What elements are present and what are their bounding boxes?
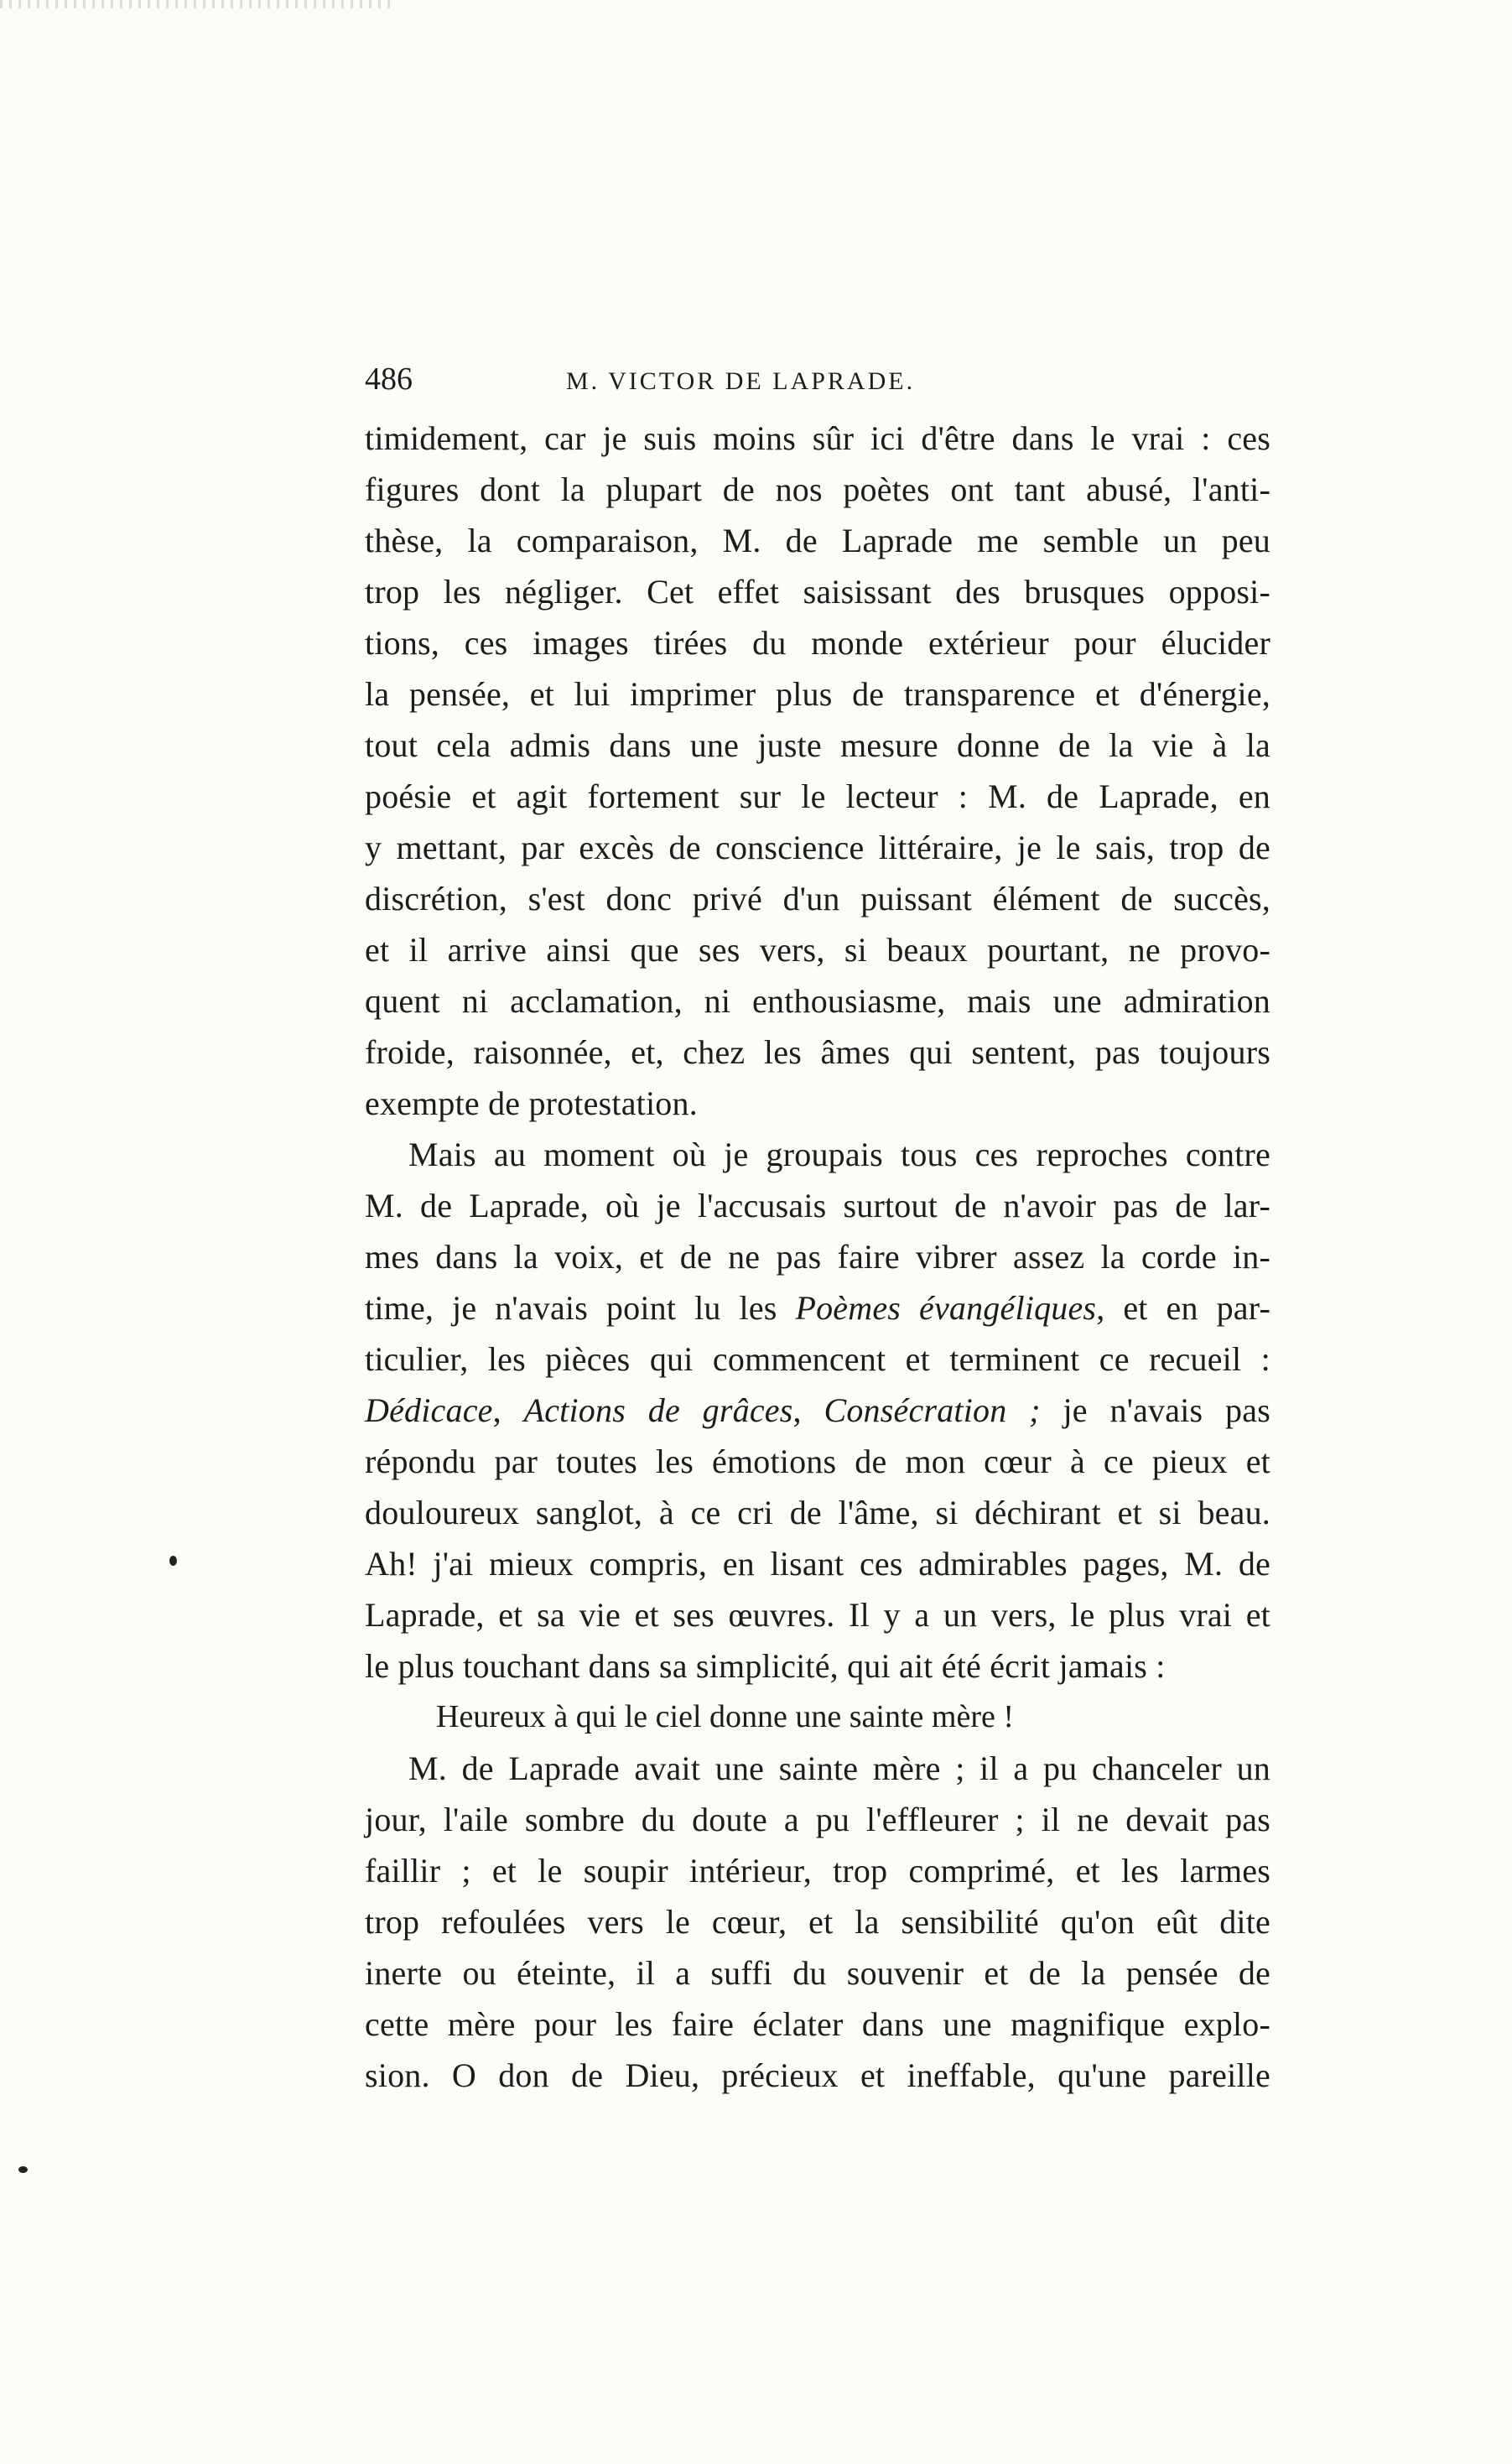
text-line: la pensée, et lui imprimer plus de transparence et d'énergie,: [365, 675, 1270, 713]
text-line: cette mère pour les faire éclater dans une magnifique explo-: [365, 2005, 1270, 2043]
text-line: tions, ces images tirées du monde extérieur pour élucider: [365, 624, 1270, 662]
text-line: thèse, la comparaison, M. de Laprade me semble un peu: [365, 522, 1270, 559]
text-line: exempte de protestation.: [365, 1084, 698, 1122]
text-line: douloureux sanglot, à ce cri de l'âme, si déchirant et si beau.: [365, 1494, 1270, 1531]
italic-title-dedicace: Dédicace: [365, 1391, 493, 1429]
italic-title-poemes-evangeliques: Poèmes évangéliques: [795, 1289, 1097, 1327]
text-line: Mais au moment où je groupais tous ces reproches contre: [408, 1136, 1270, 1173]
italic-title-actions-de-graces: Actions de grâces: [523, 1391, 793, 1429]
text-line: le plus touchant dans sa simplicité, qui ait été écrit jamais :: [365, 1647, 1166, 1685]
text-line: quent ni acclamation, ni enthousiasme, mais une admiration: [365, 982, 1270, 1020]
text-line: trop refoulées vers le cœur, et la sensibilité qu'on eût dite: [365, 1903, 1270, 1941]
paragraph-2: [365, 1129, 1270, 1692]
text-line: M. de Laprade avait une sainte mère ; il a pu chanceler un: [408, 1749, 1270, 1787]
text-segment: je n'avais pas: [1040, 1391, 1270, 1429]
paragraph-3: [365, 1743, 1270, 2101]
quoted-verse: Heureux à qui le ciel donne une sainte mère !: [436, 1699, 1014, 1734]
running-title: M. VICTOR DE LAPRADE.: [566, 367, 916, 395]
paragraph-1: [365, 413, 1270, 1129]
text-line: Laprade, et sa vie et ses œuvres. Il y a un vers, le plus vrai et: [365, 1596, 1270, 1634]
text-line: discrétion, s'est donc privé d'un puissant élément de succès,: [365, 880, 1270, 918]
text-line: répondu par toutes les émotions de mon cœur à ce pieux et: [365, 1443, 1270, 1480]
text-line: trop les négliger. Cet effet saisissant des brusques opposi-: [365, 573, 1270, 611]
text-segment: ,: [792, 1391, 824, 1429]
text-line: tout cela admis dans une juste mesure donne de la vie à la: [365, 726, 1270, 764]
italic-title-consecration: Consécration ;: [824, 1391, 1041, 1429]
text-line: jour, l'aile sombre du doute a pu l'effleurer ; il ne devait pas: [365, 1801, 1270, 1838]
page-number: 486: [365, 361, 413, 397]
text-line: y mettant, par excès de conscience littéraire, je le sais, trop de: [365, 829, 1270, 866]
text-line: poésie et agit fortement sur le lecteur : M. de Laprade, en: [365, 777, 1270, 815]
text-segment: time, je n'avais point lu les: [365, 1289, 796, 1327]
ink-speck: [169, 1556, 177, 1566]
text-line: [365, 1282, 1270, 1333]
text-line: [365, 1385, 1270, 1436]
text-line: timidement, car je suis moins sûr ici d'être dans le vrai : ces: [365, 419, 1270, 457]
ink-speck: [18, 2166, 28, 2173]
text-line: ticulier, les pièces qui commencent et terminent ce recueil :: [365, 1340, 1270, 1378]
book-page: [365, 361, 1270, 2101]
running-head: [365, 361, 1270, 413]
text-line: faillir ; et le soupir intérieur, trop comprimé, et les larmes: [365, 1852, 1270, 1890]
text-segment: , et en par-: [1096, 1289, 1270, 1327]
scan-edge-noise: [0, 0, 394, 8]
text-line: M. de Laprade, où je l'accusais surtout de n'avoir pas de lar-: [365, 1187, 1270, 1224]
text-line: froide, raisonnée, et, chez les âmes qui sentent, pas toujours: [365, 1033, 1270, 1071]
text-line: inerte ou éteinte, il a suffi du souvenir et de la pensée de: [365, 1954, 1270, 1992]
text-line: et il arrive ainsi que ses vers, si beaux pourtant, ne provo-: [365, 931, 1270, 969]
text-segment: ,: [492, 1391, 524, 1429]
text-line: Ah! j'ai mieux compris, en lisant ces admirables pages, M. de: [365, 1545, 1270, 1583]
text-line: mes dans la voix, et de ne pas faire vibrer assez la corde in-: [365, 1238, 1270, 1276]
text-line: sion. O don de Dieu, précieux et ineffable, qu'une pareille: [365, 2056, 1270, 2094]
text-line: figures dont la plupart de nos poètes ont tant abusé, l'anti-: [365, 470, 1270, 508]
